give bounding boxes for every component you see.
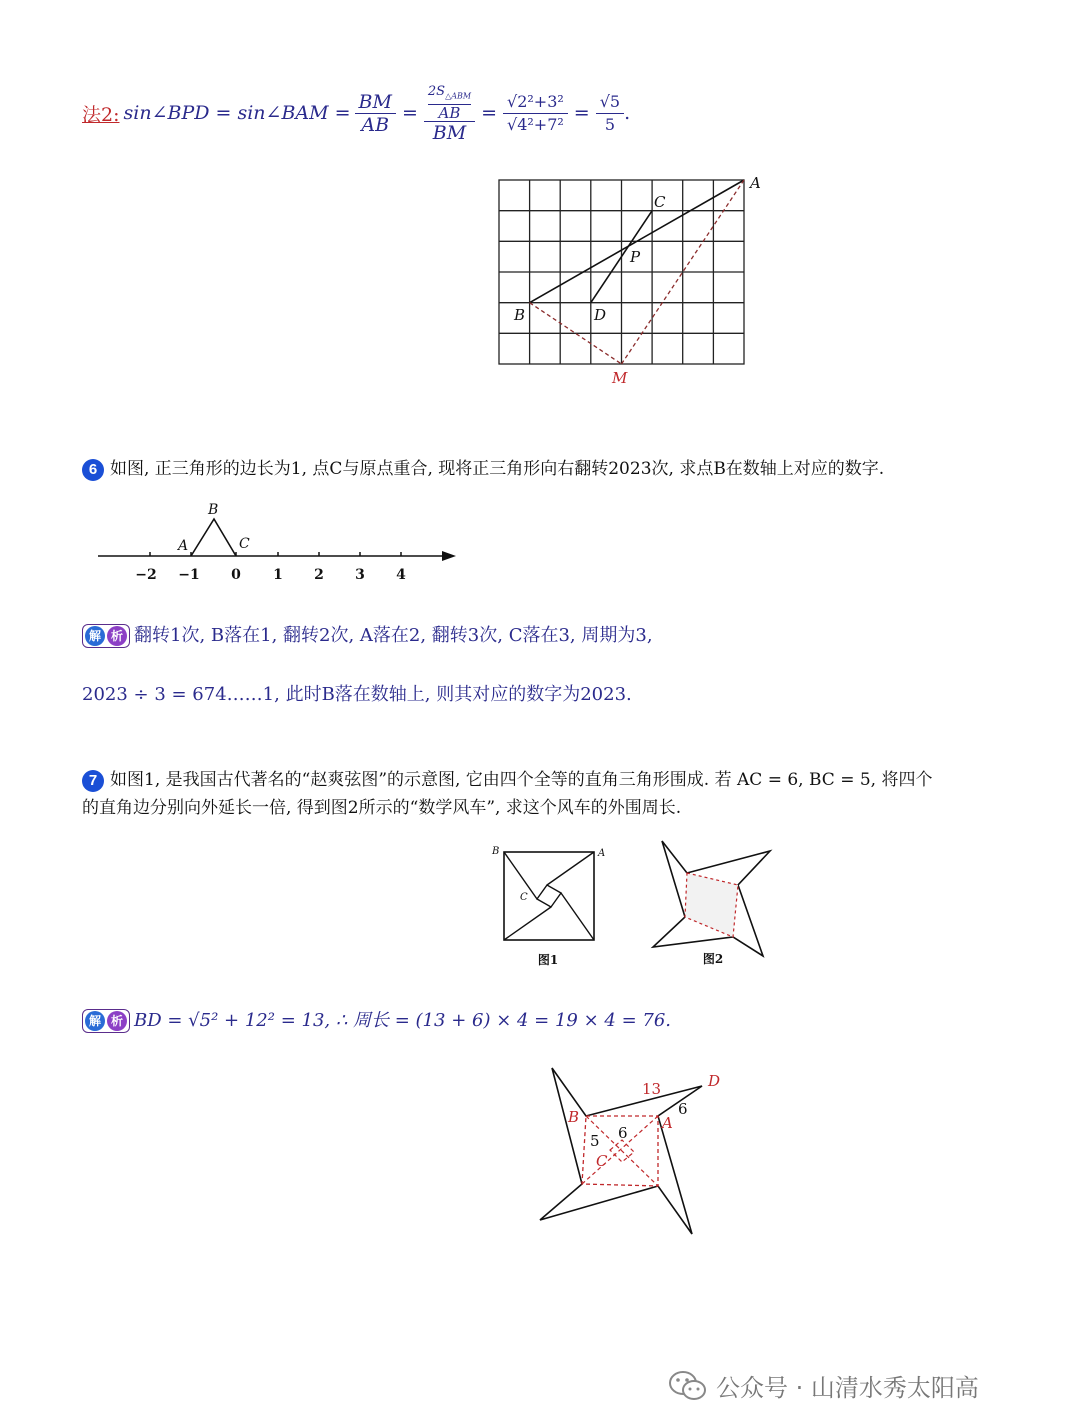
fig2-windmill: [645, 835, 780, 970]
frac1-num: BM: [355, 91, 396, 114]
frac4-num: √5: [596, 91, 624, 114]
ans-label-a: A: [662, 1114, 673, 1132]
label-b: B: [514, 306, 526, 324]
tick-label: 4: [396, 567, 406, 583]
frac1-den: AB: [361, 113, 390, 136]
frac3-num: √2²+3²: [503, 91, 568, 114]
fraction-result: [596, 91, 624, 136]
tick-label: −2: [135, 567, 157, 583]
tri-label-c: C: [239, 536, 250, 552]
tri-label-a: A: [178, 538, 189, 554]
triangle: [191, 519, 236, 556]
fig1-label-c: C: [520, 892, 528, 903]
fraction-area: [424, 82, 475, 145]
period: .: [624, 102, 631, 124]
ans-label-c: C: [596, 1152, 608, 1170]
q6-answer-text1: 翻转1次, B落在1, 翻转2次, A落在2, 翻转3次, C落在3, 周期为3,: [134, 625, 653, 646]
fig1-label-b: B: [492, 846, 500, 857]
answer-windmill-figure: [530, 1060, 730, 1240]
wechat-icon: [668, 1370, 708, 1402]
q7-question-line2: 的直角边分别向外延长一倍, 得到图2所示的“数学风车”, 求这个风车的外围周长.: [82, 798, 682, 818]
q7-text: [82, 766, 992, 794]
q7-number: 7: [82, 770, 104, 792]
q6-text: [82, 455, 1042, 483]
badge-part2: 析: [107, 1011, 127, 1031]
ans-label-d: D: [708, 1072, 721, 1090]
fig1-label-a: A: [598, 848, 606, 859]
label-a: A: [750, 174, 761, 192]
frac2-den: BM: [432, 122, 467, 145]
q6-answer-line2: 2023 ÷ 3 = 674……1, 此时B落在数轴上, 则其对应的数字为2023.: [82, 684, 632, 705]
fig2-caption: 图2: [702, 952, 724, 966]
fig1-caption: 图1: [537, 953, 559, 967]
q7-question-line1: 如图1, 是我国古代著名的“赵爽弦图”的示意图, 它由四个全等的直角三角形围成. 若 AC = 6, BC = 5, 将四个: [110, 770, 933, 790]
method2-sin-text: sin∠BPD = sin∠BAM =: [123, 102, 351, 124]
frac3-den: √4²+7²: [507, 114, 564, 134]
q6-answer-line1: [82, 622, 1042, 650]
fraction-bm-ab: [355, 91, 396, 136]
axis-arrow: [442, 551, 456, 561]
label-c: C: [654, 193, 666, 211]
tick-label: 3: [355, 567, 365, 583]
number-line-figure: [90, 495, 470, 590]
frac4-den: 5: [604, 114, 615, 134]
watermark-text: 公众号 · 山清水秀太阳高: [716, 1374, 979, 1402]
ans-num-5: 5: [590, 1132, 600, 1150]
ans-num-6b: 6: [618, 1124, 628, 1142]
eq-sign: =: [573, 102, 590, 124]
method2-label: 法2:: [82, 103, 120, 126]
analysis-badge: [82, 1009, 130, 1033]
tick-label: 0: [231, 567, 241, 583]
q6-question: 如图, 正三角形的边长为1, 点C与原点重合, 现将正三角形向右翻转2023次, 求点B在数轴上对应的数字.: [110, 459, 885, 479]
q7-answer: [82, 1007, 1042, 1035]
analysis-badge: [82, 624, 130, 648]
fig1-zhao-shuang: [488, 842, 616, 970]
label-p: P: [630, 248, 641, 266]
frac2-num-sub: △ABM: [445, 91, 472, 101]
q6-number: 6: [82, 459, 104, 481]
tick-label: 1: [273, 567, 283, 583]
eq-sign: =: [481, 102, 497, 124]
frac2-num-top: 2S: [427, 83, 446, 99]
ans-label-b: B: [568, 1108, 580, 1126]
method2-formula: [82, 78, 630, 148]
eq-sign: =: [401, 102, 418, 124]
tick-label: 2: [314, 567, 324, 583]
grid-figure: [490, 170, 780, 395]
label-m: M: [612, 369, 628, 387]
q7-answer-text: BD = √5² + 12² = 13, ∴ 周长 = (13 + 6) × 4 = 19 × 4 = 76.: [134, 1010, 672, 1031]
grid-lines: [499, 180, 744, 364]
label-d: D: [594, 306, 607, 324]
tick-label: −1: [178, 567, 200, 583]
frac2-num-bottom: AB: [438, 104, 461, 123]
ans-num-13: 13: [642, 1080, 662, 1098]
fraction-sqrt: [503, 91, 568, 136]
tri-label-b: B: [208, 502, 219, 518]
ans-num-6a: 6: [678, 1100, 688, 1118]
watermark: [668, 1368, 979, 1403]
badge-part1: 解: [85, 626, 105, 646]
badge-part1: 解: [85, 1011, 105, 1031]
badge-part2: 析: [107, 626, 127, 646]
